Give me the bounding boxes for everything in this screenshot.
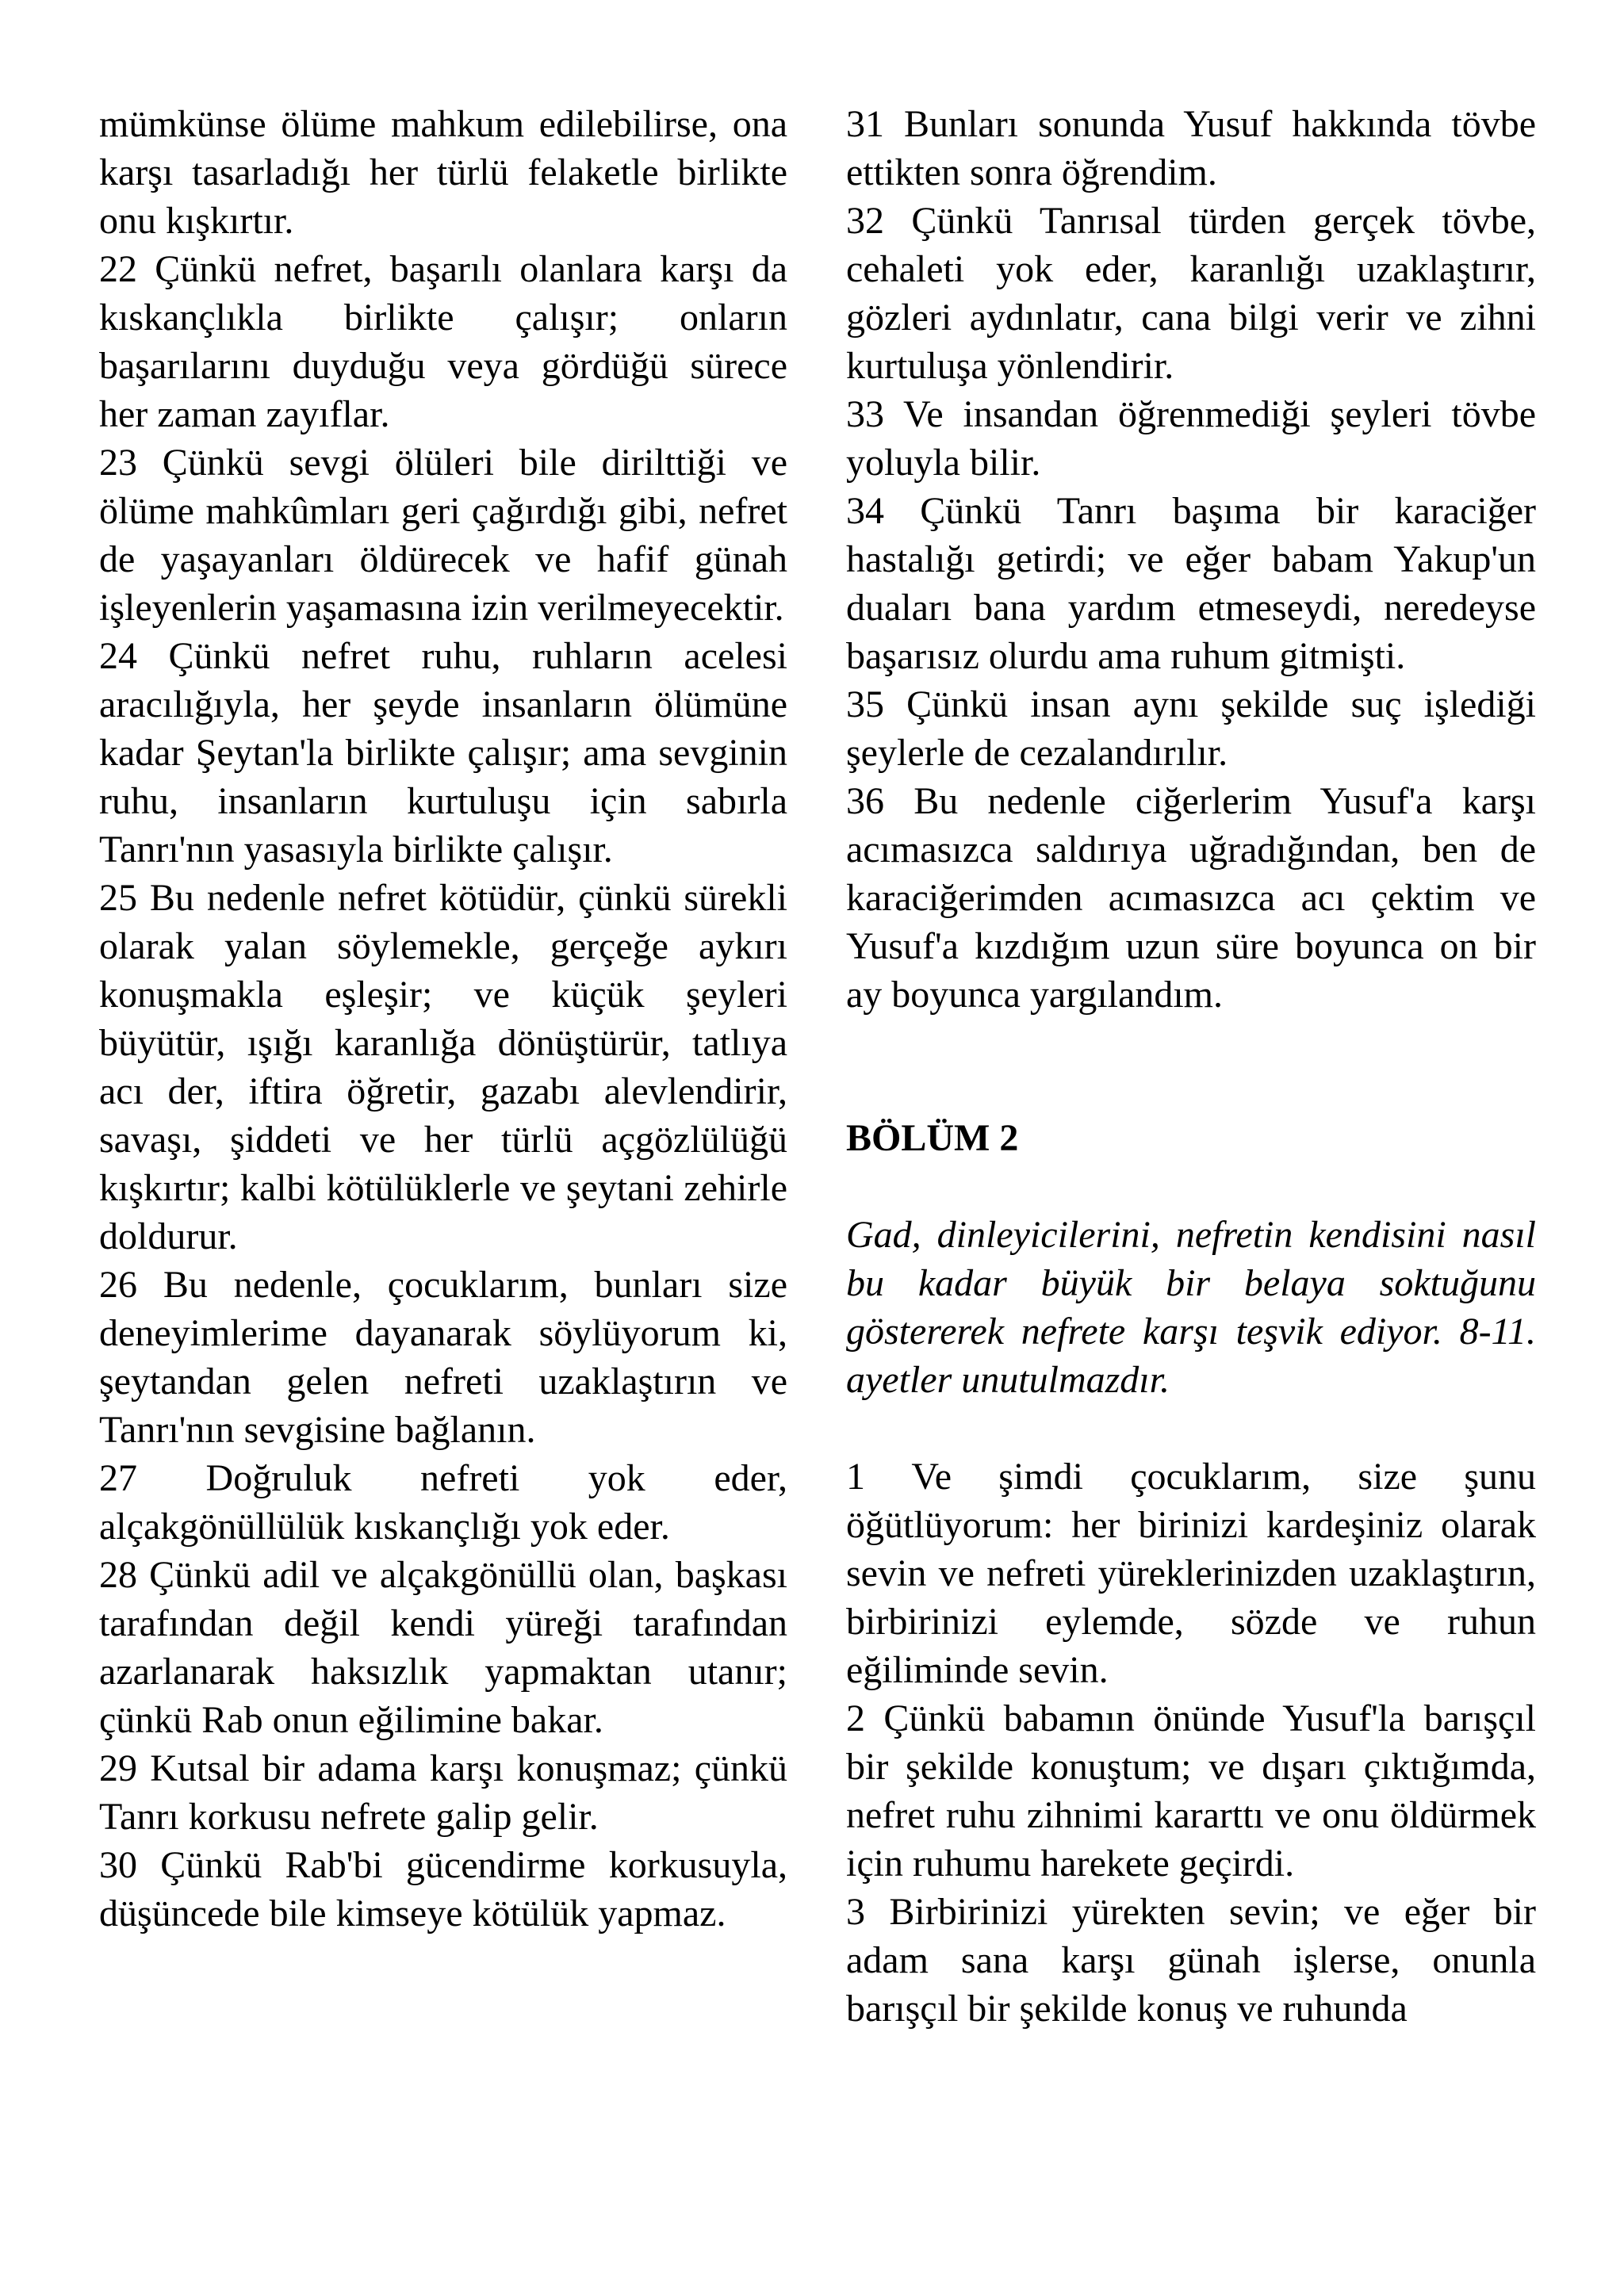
verse-30: 30 Çünkü Rab'bi gücendirme korkusuyla, düşüncede bile kimseye kötülük yapmaz.	[99, 1844, 787, 1934]
verse-33: 33 Ve insandan öğrenmediği şeyleri tövbe yoluyla bilir.	[846, 393, 1536, 484]
verse-35: 35 Çünkü insan aynı şekilde suç işlediği şeylerle de cezalandırılır.	[846, 683, 1536, 774]
verse-26: 26 Bu nedenle, çocuklarım, bunları size deneyimlerime dayanarak söylüyorum ki, şeytandan gelen nefreti uzaklaştırın ve Tanrı'nın sevgisine bağlanın.	[99, 1264, 787, 1451]
verse-31: 31 Bunları sonunda Yusuf hakkında tövbe ettikten sonra öğrendim.	[846, 103, 1536, 193]
verse-36: 36 Bu nedenle ciğerlerim Yusuf'a karşı acımasızca saldırıya uğradığından, ben de karaciğerimden acımasızca acı çektim ve Yusuf'a kızdığım uzun süre boyunca on bir ay boyunca yargılandım.	[846, 780, 1536, 1016]
verse-22: 22 Çünkü nefret, başarılı olanlara karşı da kıskançlıkla birlikte çalışır; onların başarılarını duyduğu veya gördüğü sürece her zaman zayıflar.	[99, 248, 787, 435]
right-column	[846, 100, 1536, 2033]
chapter-verse-1: 1 Ve şimdi çocuklarım, size şunu öğütlüyorum: her birinizi kardeşiniz olarak sevin ve nefreti yüreklerinizden uzaklaştırın, birbirinizi eylemde, sözde ve ruhun eğiliminde sevin.	[846, 1456, 1536, 1691]
paragraph-continuation: mümkünse ölüme mahkum edilebilirse, ona karşı tasarladığı her türlü felaketle birlikte onu kışkırtır.	[99, 103, 787, 242]
chapter-verse-2: 2 Çünkü babamın önünde Yusuf'la barışçıl bir şekilde konuştum; ve dışarı çıktığımda, nefret ruhu zihnimi kararttı ve onu öldürmek için ruhumu harekete geçirdi.	[846, 1697, 1536, 1885]
verse-34: 34 Çünkü Tanrı başıma bir karaciğer hastalığı getirdi; ve eğer babam Yakup'un duaları bana yardım etmeseydi, neredeyse başarısız olurdu ama ruhum gitmişti.	[846, 490, 1536, 677]
verse-32: 32 Çünkü Tanrısal türden gerçek tövbe, cehaleti yok eder, karanlığı uzaklaştırır, gözleri aydınlatır, cana bilgi verir ve zihni kurtuluşa yönlendirir.	[846, 200, 1536, 387]
spacer	[846, 1404, 1536, 1452]
chapter-intro: Gad, dinleyicilerini, nefretin kendisini nasıl bu kadar büyük bir belaya soktuğunu göstererek nefrete karşı teşvik ediyor. 8-11. ayetler unutulmazdır.	[846, 1214, 1536, 1401]
verse-24: 24 Çünkü nefret ruhu, ruhların acelesi aracılığıyla, her şeyde insanların ölümüne kadar Şeytan'la birlikte çalışır; ama sevginin ruhu, insanların kurtuluşu için sabırla Tanrı'nın yasasıyla birlikte çalışır.	[99, 635, 787, 871]
verse-27: 27 Doğruluk nefreti yok eder, alçakgönüllülük kıskançlığı yok eder.	[99, 1457, 787, 1548]
verse-23: 23 Çünkü sevgi ölüleri bile dirilttiği ve ölüme mahkûmları geri çağırdığı gibi, nefret de yaşayanları öldürecek ve hafif günah işleyenlerin yaşamasına izin verilmeyecektir.	[99, 442, 787, 629]
verse-29: 29 Kutsal bir adama karşı konuşmaz; çünkü Tanrı korkusu nefrete galip gelir.	[99, 1747, 787, 1838]
chapter-heading: BÖLÜM 2	[846, 1117, 1019, 1159]
left-column	[99, 100, 787, 1938]
chapter-verse-3: 3 Birbirinizi yürekten sevin; ve eğer bir adam sana karşı günah işlerse, onunla barışçıl bir şekilde konuş ve ruhunda	[846, 1891, 1536, 2030]
verse-28: 28 Çünkü adil ve alçakgönüllü olan, başkası tarafından değil kendi yüreği tarafından azarlanarak haksızlık yapmaktan utanır; çünkü Rab onun eğilimine bakar.	[99, 1554, 787, 1741]
verse-25: 25 Bu nedenle nefret kötüdür, çünkü sürekli olarak yalan söylemekle, gerçeğe aykırı konuşmakla eşleşir; ve küçük şeyleri büyütür, ışığı karanlığa dönüştürür, tatlıya acı der, iftira öğretir, gazabı alevlendirir, savaşı, şiddeti ve her türlü açgözlülüğü kışkırtır; kalbi kötülüklerle ve şeytani zehirle doldurur.	[99, 877, 787, 1257]
